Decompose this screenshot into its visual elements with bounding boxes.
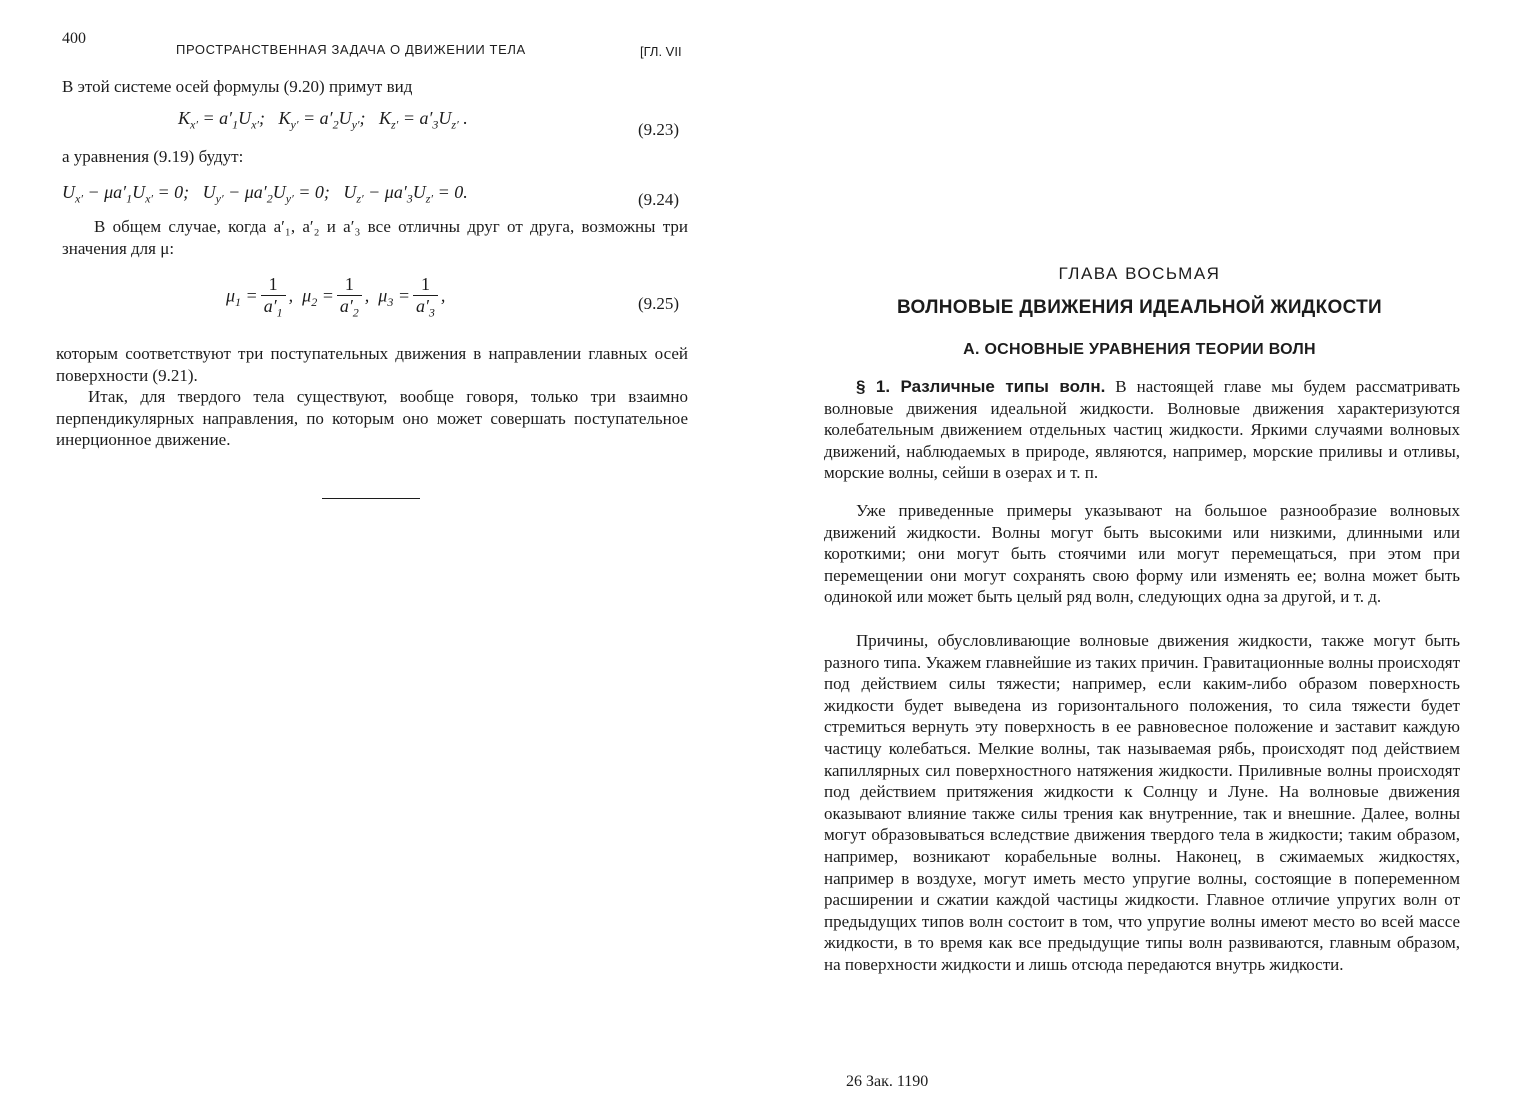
equation-number-9-23: (9.23) [638, 120, 680, 139]
page-number: 400 [62, 30, 86, 47]
paragraph-equations-lead: а уравнения (9.19) будут: [62, 147, 244, 166]
paragraph-translations: которым соответствуют три поступательных движения в направлении главных осей поверхности (9.21). [56, 344, 688, 385]
right-page [760, 0, 1519, 1112]
paragraph-wave-causes: Причины, обусловливающие волновые движения жидкости, также могут быть разного типа. Укажем главнейшие из таких причин. Гравитационные волны происходят под действием силы тяжести; например, если каким-либо образом поверхность жидкости будет выведена из горизонтального положения, то сила тяжести будет стремиться вернуть эту поверхность в ее равновесное положение и заставит каждую частицу колебаться. Мелкие волны, так называемая рябь, происходят под действием капиллярных сил поверхностного натяжения жидкости. Приливные волны происходят под действием притяжения жидкости к Солнцу и Луне. На волновые движения оказывают влияние также силы трения как внутренние, так и внешние. Далее, волны могут образовываться вследствие движения твердого тела в жидкости; таким образом, например, возникают корабельные волны. Наконец, в сжимаемых жидкостях, например в воздухе, могут иметь место упругие волны, состоящие в попеременном расширении и сжатии каждой частицы жидкости. Главное отличие упругих волн от предыдущих типов волн состоит в том, что упругие волны имеют место во всей массе жидкости, в то время как все предыдущие типы волн развиваются, главным образом, на поверхности жидкости и лишь отсюда передаются внутрь жидкости. [824, 631, 1460, 974]
equation-number-9-25: (9.25) [638, 294, 680, 313]
equation-9-25: $\mu_1$ = $\frac{1}{a'_1}$ , $\mu_2$ = $\frac{1}{a'_2}$ , $\mu_3$ = $\frac{1}{a'_3}$ , [226, 274, 446, 320]
chapter-title: ВОЛНОВЫЕ ДВИЖЕНИЯ ИДЕАЛЬНОЙ ЖИДКОСТИ [896, 297, 1383, 318]
printer-signature: 26 Зак. 1190 [846, 1073, 929, 1090]
chapter-ref: [ГЛ. VII [640, 44, 682, 59]
equation-number-9-24: (9.24) [638, 190, 680, 209]
paragraph-general-case: В общем случае, когда a′₁, a′₂ и a′₃ все отличны друг от друга, возможны три значения для μ: [62, 217, 688, 258]
paragraph-wave-types [824, 376, 1460, 484]
left-page [0, 0, 750, 1112]
equation-9-23: $K_{x'} = a'_1U_{x'}$; $K_{y'} = a'_2U_{y'}$; $K_{z'} = a'_3U_{z'}$ . [178, 108, 468, 132]
subsection-heading: § 1. Различные типы волн. [856, 377, 1106, 396]
chapter-label: ГЛАВА ВОСЬМАЯ [1058, 264, 1221, 283]
equation-9-24: $U_{x'} - \mu a'_1U_{x'} = 0$; $U_{y'} - \mu a'_2U_{y'} = 0$; $U_{z'} - \mu a'_3U_{z'} = 0$. [62, 182, 468, 206]
paragraph-intro: В этой системе осей формулы (9.20) примут вид [62, 77, 413, 96]
section-divider [322, 498, 420, 499]
section-heading: А. ОСНОВНЫЕ УРАВНЕНИЯ ТЕОРИИ ВОЛН [963, 341, 1316, 358]
paragraph-wave-variety: Уже приведенные примеры указывают на большое разнообразие волновых движений жидкости. Волны могут быть высокими или низкими, длинными или короткими; они могут быть стоячими или могут перемещаться, при этом при перемещении они могут сохранять свою форму или изменять ее; волна может быть одинокой или может быть целый ряд волн, следующих одна за другой, и т. д. [824, 501, 1460, 607]
running-title: ПРОСТРАНСТВЕННАЯ ЗАДАЧА О ДВИЖЕНИИ ТЕЛА [176, 42, 526, 57]
paragraph-wave-types-body: В настоящей главе мы будем рассматривать волновые движения идеальной жидкости. Волновые движения характеризуются колебательным движением отдельных частиц жидкости. Яркими случаями волновых движений, наблюдаемых в природе, являются, например, морские приливы и отливы, морские волны, сейши в озерах и т. п. [824, 377, 1461, 483]
paragraph-conclusion: Итак, для твердого тела существуют, вообще говоря, только три взаимно перпендикулярных направления, по которым оно может совершать поступательное инерционное движение. [56, 387, 688, 450]
